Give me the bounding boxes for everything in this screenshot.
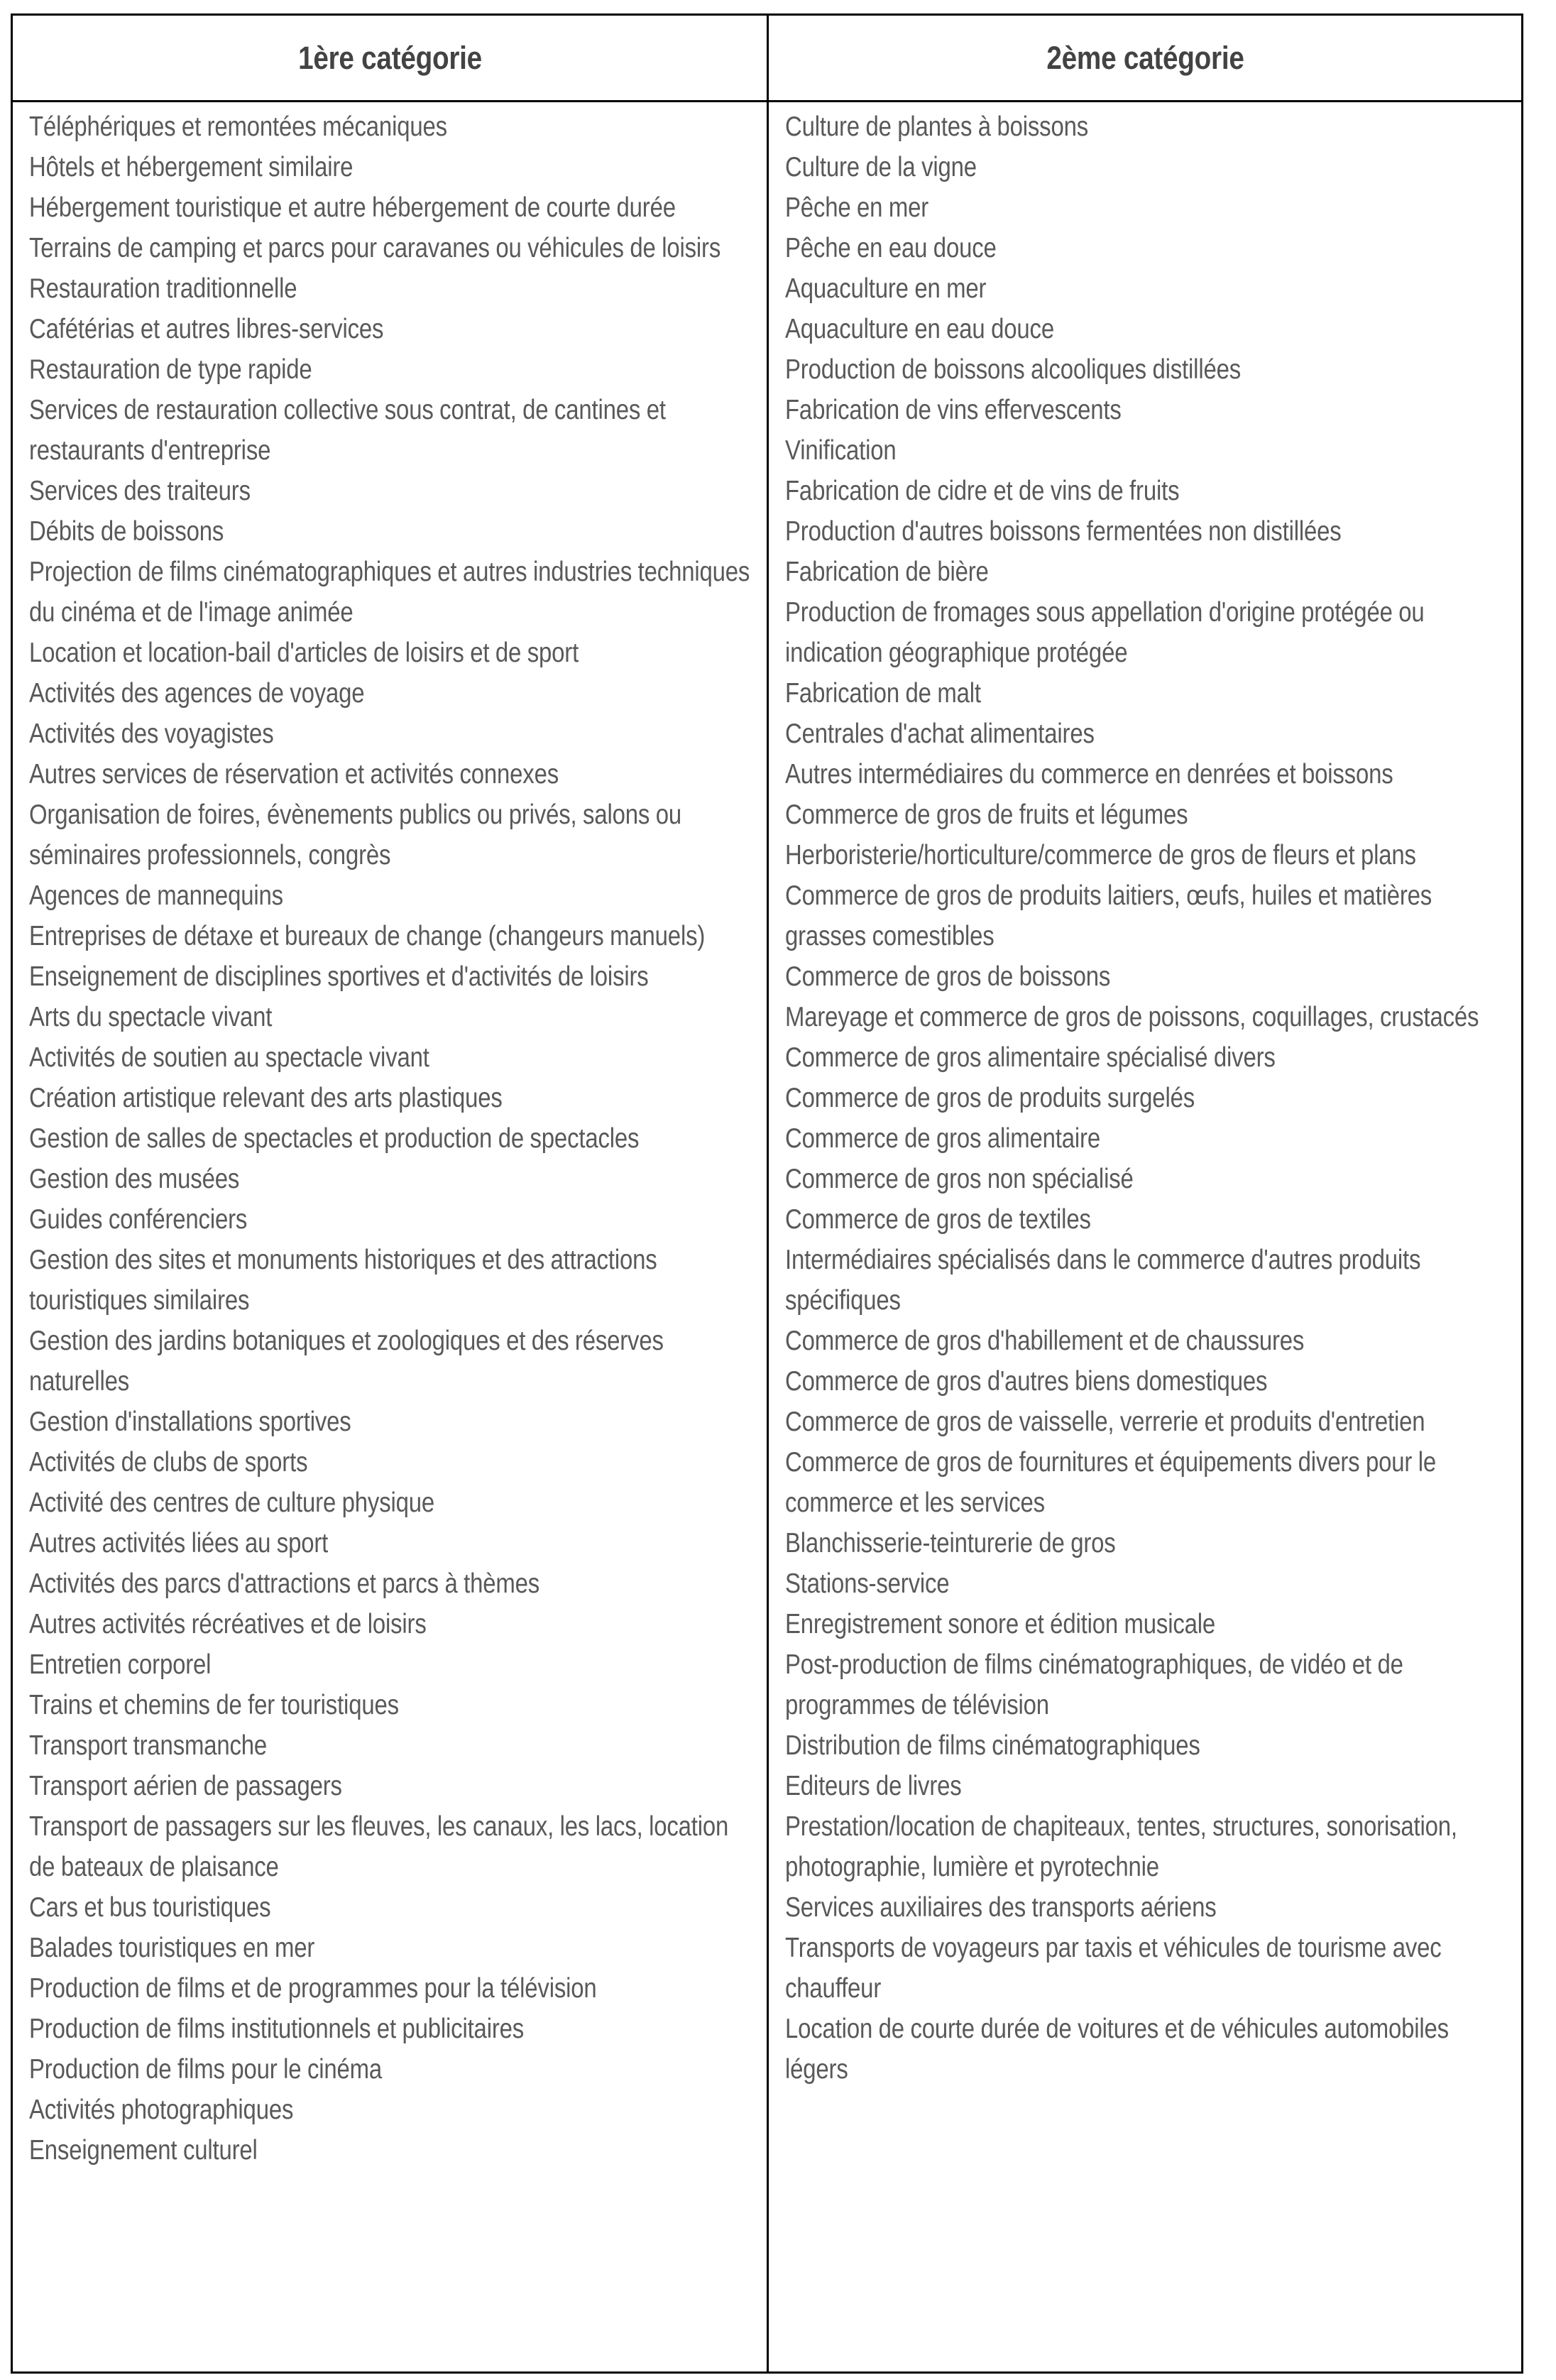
list-item: Organisation de foires, évènements publics ou privés, salons ou séminaires professionnels, congrès: [29, 799, 681, 870]
list-item: Autres activités récréatives et de loisirs: [29, 1609, 427, 1639]
list-item: Activités des agences de voyage: [29, 678, 365, 709]
list-item: Commerce de gros de fournitures et équipements divers pour le commerce et les services: [785, 1447, 1437, 1518]
list-item: Gestion des musées: [29, 1164, 240, 1194]
list-item: Commerce de gros de produits surgelés: [785, 1083, 1195, 1113]
list-item: Herboristerie/horticulture/commerce de gros de fleurs et plans: [785, 840, 1416, 870]
list-item: Commerce de gros d'habillement et de chaussures: [785, 1326, 1305, 1356]
list-item: Aquaculture en mer: [785, 273, 987, 304]
list-item: Vinification: [785, 435, 897, 466]
list-item: Commerce de gros de produits laitiers, œufs, huiles et matières grasses comestibles: [785, 880, 1432, 951]
list-item: Gestion des sites et monuments historiques et des attractions touristiques similaires: [29, 1245, 657, 1316]
list-item: Production de films pour le cinéma: [29, 2054, 383, 2085]
list-item: Centrales d'achat alimentaires: [785, 719, 1095, 749]
list-item: Guides conférenciers: [29, 1204, 248, 1235]
list-item: Gestion de salles de spectacles et production de spectacles: [29, 1123, 640, 1154]
list-item: Autres intermédiaires du commerce en denrées et boissons: [785, 759, 1393, 790]
list-item: Prestation/location de chapiteaux, tentes, structures, sonorisation, photographie, lumière et pyrotechnie: [785, 1811, 1457, 1882]
list-item: Activités des parcs d'attractions et parcs à thèmes: [29, 1568, 540, 1599]
list-item: Débits de boissons: [29, 516, 224, 547]
list-item: Commerce de gros de vaisselle, verrerie et produits d'entretien: [785, 1407, 1425, 1437]
list-item: Enseignement de disciplines sportives et d'activités de loisirs: [29, 961, 649, 992]
list-item: Commerce de gros non spécialisé: [785, 1164, 1134, 1194]
list-item: Services auxiliaires des transports aériens: [785, 1892, 1217, 1923]
list-item: Culture de la vigne: [785, 152, 977, 182]
column-header-categorie-1: 1ère catégorie: [65, 15, 715, 102]
list-item: Mareyage et commerce de gros de poissons, coquillages, crustacés: [785, 1002, 1479, 1032]
list-item: Fabrication de cidre et de vins de fruits: [785, 476, 1180, 506]
list-item: Production de boissons alcooliques distillées: [785, 354, 1242, 385]
list-item: Création artistique relevant des arts plastiques: [29, 1083, 503, 1113]
list-item: Activités de clubs de sports: [29, 1447, 308, 1478]
list-item: Commerce de gros alimentaire: [785, 1123, 1100, 1154]
list-item: Commerce de gros alimentaire spécialisé divers: [785, 1042, 1276, 1073]
cell-categorie-2: [768, 102, 1523, 2373]
list-item: Blanchisserie-teinturerie de gros: [785, 1528, 1116, 1559]
cell-categorie-1: [12, 102, 768, 2373]
list-item: Entretien corporel: [29, 1649, 212, 1680]
list-item: Téléphériques et remontées mécaniques: [29, 111, 447, 142]
list-item: Hôtels et hébergement similaire: [29, 152, 354, 182]
list-item: Cafétérias et autres libres-services: [29, 314, 384, 344]
activity-list-categorie-2: [785, 107, 1514, 2090]
list-item: Agences de mannequins: [29, 880, 283, 911]
list-item: Restauration de type rapide: [29, 354, 312, 385]
list-item: Services de restauration collective sous contrat, de cantines et restaurants d'entreprise: [29, 395, 666, 466]
list-item: Hébergement touristique et autre hébergement de courte durée: [29, 192, 676, 223]
list-item: Production d'autres boissons fermentées non distillées: [785, 516, 1342, 547]
list-item: Activités des voyagistes: [29, 719, 274, 749]
list-item: Location de courte durée de voitures et de véhicules automobiles légers: [785, 2014, 1449, 2085]
list-item: Pêche en mer: [785, 192, 929, 223]
header-row: [12, 15, 1523, 102]
list-item: Activités de soutien au spectacle vivant: [29, 1042, 429, 1073]
list-item: Balades touristiques en mer: [29, 1933, 315, 1963]
column-header-categorie-2: 2ème catégorie: [821, 15, 1469, 102]
list-item: Transport aérien de passagers: [29, 1771, 342, 1801]
list-item: Enseignement culturel: [29, 2135, 258, 2166]
list-item: Post-production de films cinématographiques, de vidéo et de programmes de télévision: [785, 1649, 1403, 1720]
list-item: Location et location-bail d'articles de loisirs et de sport: [29, 638, 579, 668]
categories-table: [11, 13, 1523, 2374]
list-item: Terrains de camping et parcs pour caravanes ou véhicules de loisirs: [29, 233, 721, 263]
list-item: Fabrication de vins effervescents: [785, 395, 1122, 425]
table-row: [12, 102, 1523, 2373]
list-item: Arts du spectacle vivant: [29, 1002, 273, 1032]
list-item: Cars et bus touristiques: [29, 1892, 271, 1923]
list-item: Gestion des jardins botaniques et zoologiques et des réserves naturelles: [29, 1326, 664, 1397]
list-item: Transport de passagers sur les fleuves, les canaux, les lacs, location de bateaux de plaisance: [29, 1811, 729, 1882]
list-item: Production de films et de programmes pour la télévision: [29, 1973, 597, 2004]
list-item: Aquaculture en eau douce: [785, 314, 1054, 344]
list-item: Services des traiteurs: [29, 476, 251, 506]
list-item: Production de fromages sous appellation d'origine protégée ou indication géographique protégée: [785, 597, 1425, 668]
list-item: Commerce de gros de fruits et légumes: [785, 799, 1188, 830]
table-body: [12, 102, 1523, 2373]
list-item: Editeurs de livres: [785, 1771, 962, 1801]
list-item: Fabrication de malt: [785, 678, 981, 709]
list-item: Commerce de gros de boissons: [785, 961, 1111, 992]
list-item: Transports de voyageurs par taxis et véhicules de tourisme avec chauffeur: [785, 1933, 1442, 2004]
list-item: Culture de plantes à boissons: [785, 111, 1089, 142]
list-item: Trains et chemins de fer touristiques: [29, 1690, 399, 1720]
list-item: Distribution de films cinématographiques: [785, 1730, 1200, 1761]
list-item: Autres activités liées au sport: [29, 1528, 329, 1559]
table-header: [12, 15, 1523, 102]
list-item: Projection de films cinématographiques et autres industries techniques du cinéma et de l'image animée: [29, 557, 750, 628]
list-item: Gestion d'installations sportives: [29, 1407, 351, 1437]
list-item: Activité des centres de culture physique: [29, 1488, 435, 1518]
list-item: Entreprises de détaxe et bureaux de change (changeurs manuels): [29, 921, 706, 951]
list-item: Activités photographiques: [29, 2095, 294, 2125]
list-item: Intermédiaires spécialisés dans le commerce d'autres produits spécifiques: [785, 1245, 1421, 1316]
list-item: Autres services de réservation et activités connexes: [29, 759, 559, 790]
list-item: Commerce de gros de textiles: [785, 1204, 1091, 1235]
list-item: Restauration traditionnelle: [29, 273, 297, 304]
list-item: Stations-service: [785, 1568, 950, 1599]
list-item: Enregistrement sonore et édition musicale: [785, 1609, 1216, 1639]
list-item: Pêche en eau douce: [785, 233, 997, 263]
list-item: Transport transmanche: [29, 1730, 268, 1761]
list-item: Commerce de gros d'autres biens domestiques: [785, 1366, 1268, 1397]
list-item: Production de films institutionnels et publicitaires: [29, 2014, 525, 2044]
list-item: Fabrication de bière: [785, 557, 989, 587]
activity-list-categorie-1: [29, 107, 760, 2171]
